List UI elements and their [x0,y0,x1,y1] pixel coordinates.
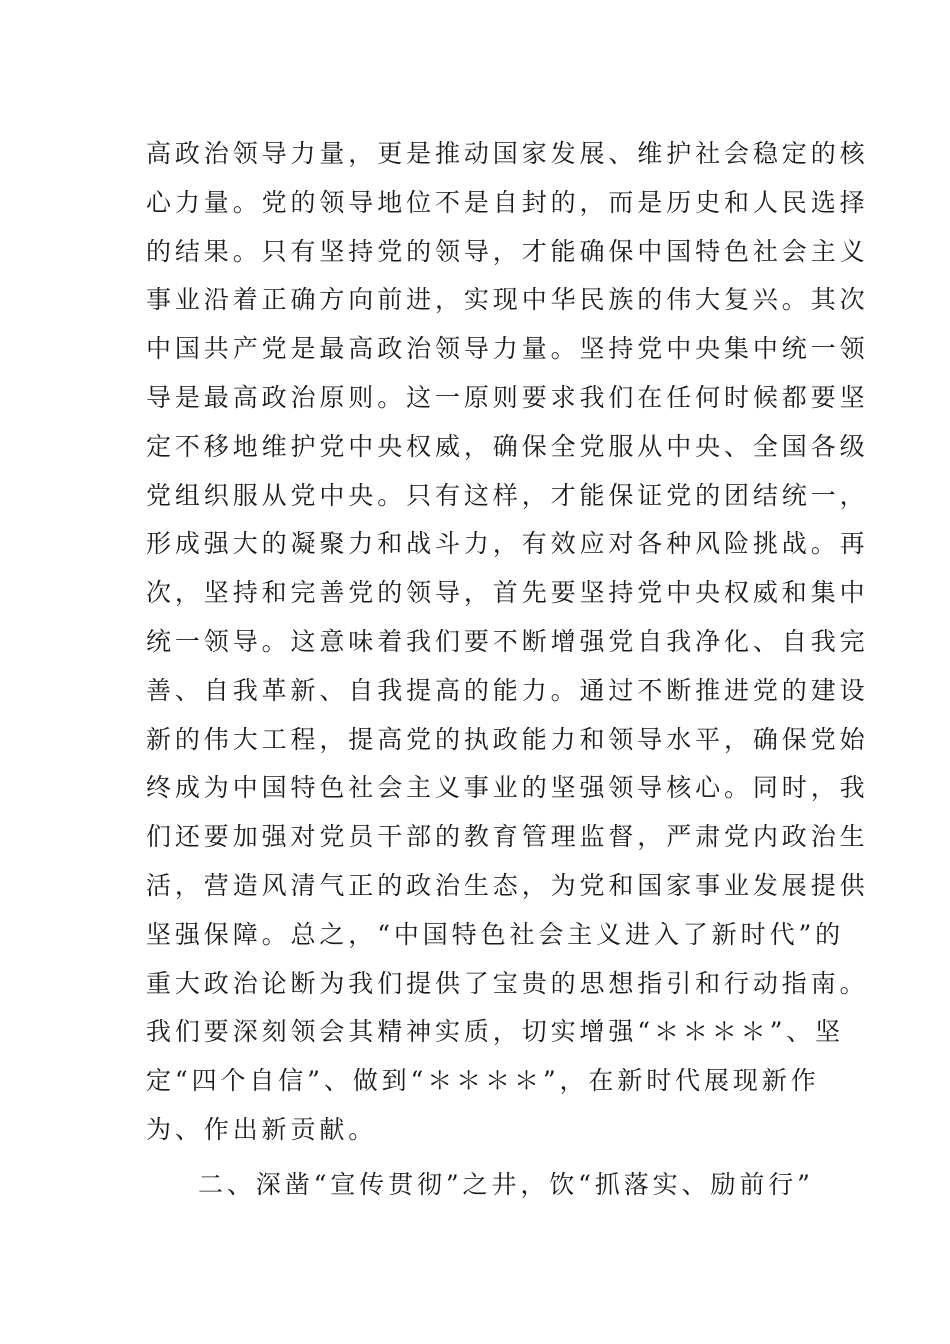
paragraph-line: 为、作出新贡献。 [146,1114,378,1144]
paragraph-line: 次，坚持和完善党的领导，首先要坚持党中央权威和集中 [146,578,869,608]
paragraph-line: 活，营造风清气正的政治生态，为党和国家事业发展提供 [146,870,869,900]
paragraph-line: 定“四个自信”、做到“＊＊＊＊”，在新时代展现新作 [146,1066,820,1096]
paragraph-line: 统一领导。这意味着我们要不断增强党自我净化、自我完 [146,626,869,656]
paragraph-line: 事业沿着正确方向前进，实现中华民族的伟大复兴。其次 [146,285,869,315]
paragraph-line: 的结果。只有坚持党的领导，才能确保中国特色社会主义 [146,236,869,266]
paragraph-line: 重大政治论断为我们提供了宝贵的思想指引和行动指南。 [146,968,869,998]
section-heading: 二、深凿“宣传贯彻”之井，饮“抓落实、励前行” [198,1169,814,1199]
paragraph-line: 导是最高政治原则。这一原则要求我们在任何时候都要坚 [146,382,869,412]
paragraph-line: 善、自我革新、自我提高的能力。通过不断推进党的建设 [146,675,869,705]
paragraph-line: 我们要深刻领会其精神实质，切实增强“＊＊＊＊”、坚 [146,1017,845,1047]
paragraph-line: 坚强保障。总之，“中国特色社会主义进入了新时代”的 [146,919,845,949]
paragraph-line: 心力量。党的领导地位不是自封的，而是历史和人民选择 [146,187,869,217]
paragraph-line: 形成强大的凝聚力和战斗力，有效应对各种风险挑战。再 [146,529,869,559]
paragraph-line: 新的伟大工程，提高党的执政能力和领导水平，确保党始 [146,724,869,754]
paragraph-line: 终成为中国特色社会主义事业的坚强领导核心。同时，我 [146,773,869,803]
paragraph-line: 定不移地维护党中央权威，确保全党服从中央、全国各级 [146,431,869,461]
paragraph-line: 高政治领导力量，更是推动国家发展、维护社会稳定的核 [146,139,869,168]
paragraph-line: 中国共产党是最高政治领导力量。坚持党中央集中统一领 [146,334,869,364]
paragraph-line: 们还要加强对党员干部的教育管理监督，严肃党内政治生 [146,822,869,852]
document-body [146,130,869,1210]
paragraph-line: 党组织服从党中央。只有这样，才能保证党的团结统一， [146,480,869,510]
